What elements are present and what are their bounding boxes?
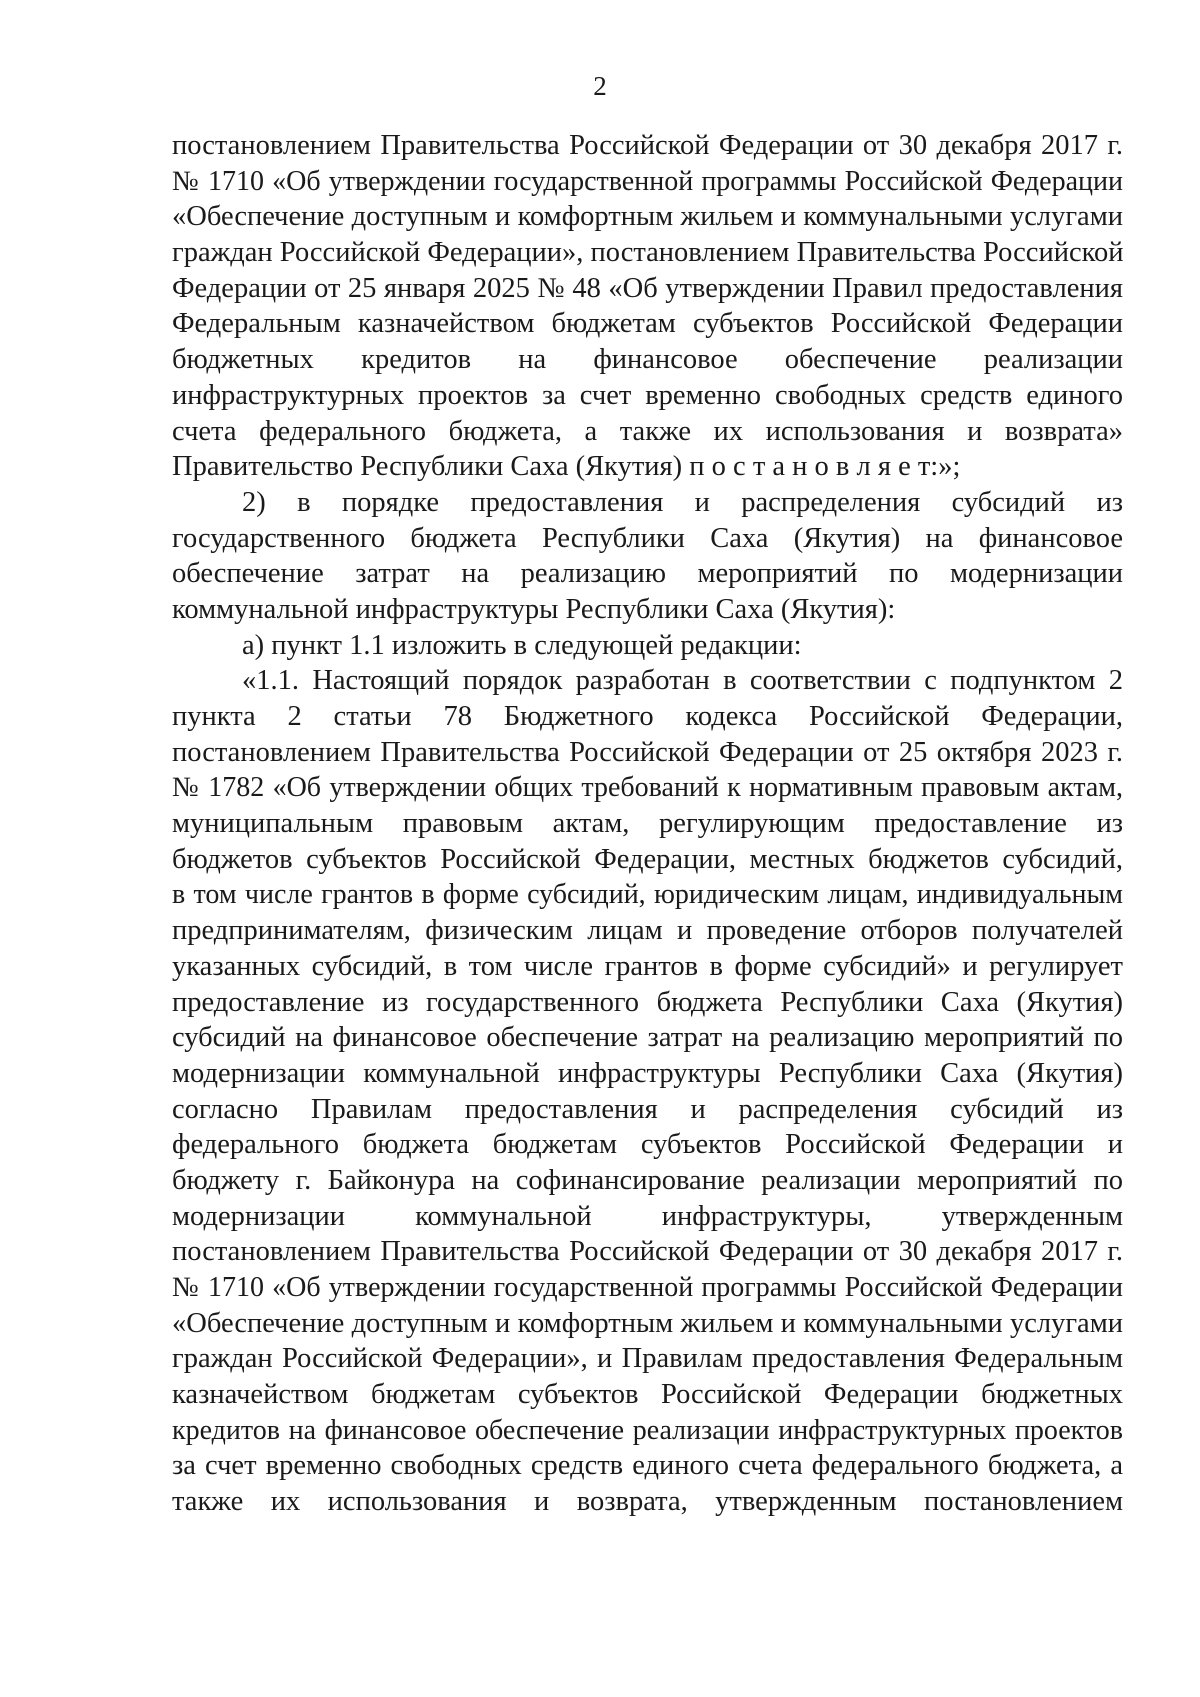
text-line: счета федерального бюджета, а также их использования и возврата» <box>172 415 1123 447</box>
text-line: федерального бюджета бюджетам субъектов Российской Федерации и <box>172 1129 1123 1161</box>
text-line: казначейством бюджетам субъектов Российской Федерации бюджетных <box>172 1379 1123 1411</box>
text-line: пункта 2 статьи 78 Бюджетного кодекса Российской Федерации, <box>172 701 1123 732</box>
text-line: в том числе грантов в форме субсидий, юридическим лицам, индивидуальным <box>172 879 1123 911</box>
text-line: субсидий на финансовое обеспечение затрат на реализацию мероприятий по <box>172 1022 1123 1054</box>
text-line: модернизации коммунальной инфраструктуры Республики Саха (Якутия) <box>172 1057 1123 1089</box>
text-line: постановлением Правительства Российской Федерации от 25 октября 2023 г. <box>172 736 1123 768</box>
text-line: предпринимателям, физическим лицам и проведение отборов получателей <box>172 915 1123 947</box>
text-line: № 1710 «Об утверждении государственной программы Российской Федерации <box>172 165 1123 197</box>
text-line: № 1782 «Об утверждении общих требований к нормативным правовым актам, <box>172 772 1123 804</box>
text-line: за счет временно свободных средств единого счета федерального бюджета, а <box>172 1450 1123 1482</box>
text-line: № 1710 «Об утверждении государственной программы Российской Федерации <box>172 1272 1123 1303</box>
text-line: граждан Российской Федерации», постановлением Правительства Российской <box>172 237 1124 269</box>
text-line: «Обеспечение доступным и комфортным жильем и коммунальными услугами <box>172 1307 1123 1339</box>
text-line: инфраструктурных проектов за счет временно свободных средств единого <box>172 379 1123 411</box>
text-line: Федеральным казначейством бюджетам субъектов Российской Федерации <box>172 308 1123 340</box>
text-line: согласно Правилам предоставления и распределения субсидий из <box>172 1093 1123 1125</box>
text-line: постановлением Правительства Российской Федерации от 30 декабря 2017 г. <box>172 130 1123 161</box>
text-line: государственного бюджета Республики Саха (Якутия) на финансовое <box>172 522 1123 554</box>
text-line: «1.1. Настоящий порядок разработан в соответствии с подпунктом 2 <box>242 665 1123 697</box>
text-line: граждан Российской Федерации», и Правилам предоставления Федеральным <box>172 1343 1123 1375</box>
text-line: бюджетных кредитов на финансовое обеспечение реализации <box>172 344 1123 376</box>
text-line: коммунальной инфраструктуры Республики Саха (Якутия): <box>172 593 896 625</box>
text-line: а) пункт 1.1 изложить в следующей редакции: <box>242 629 802 661</box>
text-line: муниципальным правовым актам, регулирующим предоставление из <box>172 808 1123 840</box>
text-line: кредитов на финансовое обеспечение реализации инфраструктурных проектов <box>172 1414 1123 1446</box>
text-line: предоставление из государственного бюджета Республики Саха (Якутия) <box>172 986 1123 1018</box>
text-line: постановлением Правительства Российской Федерации от 30 декабря 2017 г. <box>172 1236 1123 1268</box>
text-line: обеспечение затрат на реализацию мероприятий по модернизации <box>172 558 1123 590</box>
page-number: 2 <box>593 71 607 101</box>
text-line: бюджету г. Байконура на софинансирование реализации мероприятий по <box>172 1164 1123 1196</box>
text-line: бюджетов субъектов Российской Федерации, местных бюджетов субсидий, <box>172 843 1123 875</box>
text-line: Правительство Республики Саха (Якутия) п о с т а н о в л я е т:»; <box>172 451 961 483</box>
text-line: указанных субсидий, в том числе грантов в форме субсидий» и регулирует <box>172 950 1123 982</box>
body-text <box>172 128 1123 1520</box>
text-line: модернизации коммунальной инфраструктуры, утвержденным <box>172 1200 1123 1232</box>
text-line: 2) в порядке предоставления и распределения субсидий из <box>242 486 1123 518</box>
text-line: Федерации от 25 января 2025 № 48 «Об утверждении Правил предоставления <box>172 272 1123 304</box>
text-line: также их использования и возврата, утвержденным постановлением <box>172 1486 1123 1518</box>
text-line: «Обеспечение доступным и комфортным жильем и коммунальными услугами <box>172 201 1123 233</box>
